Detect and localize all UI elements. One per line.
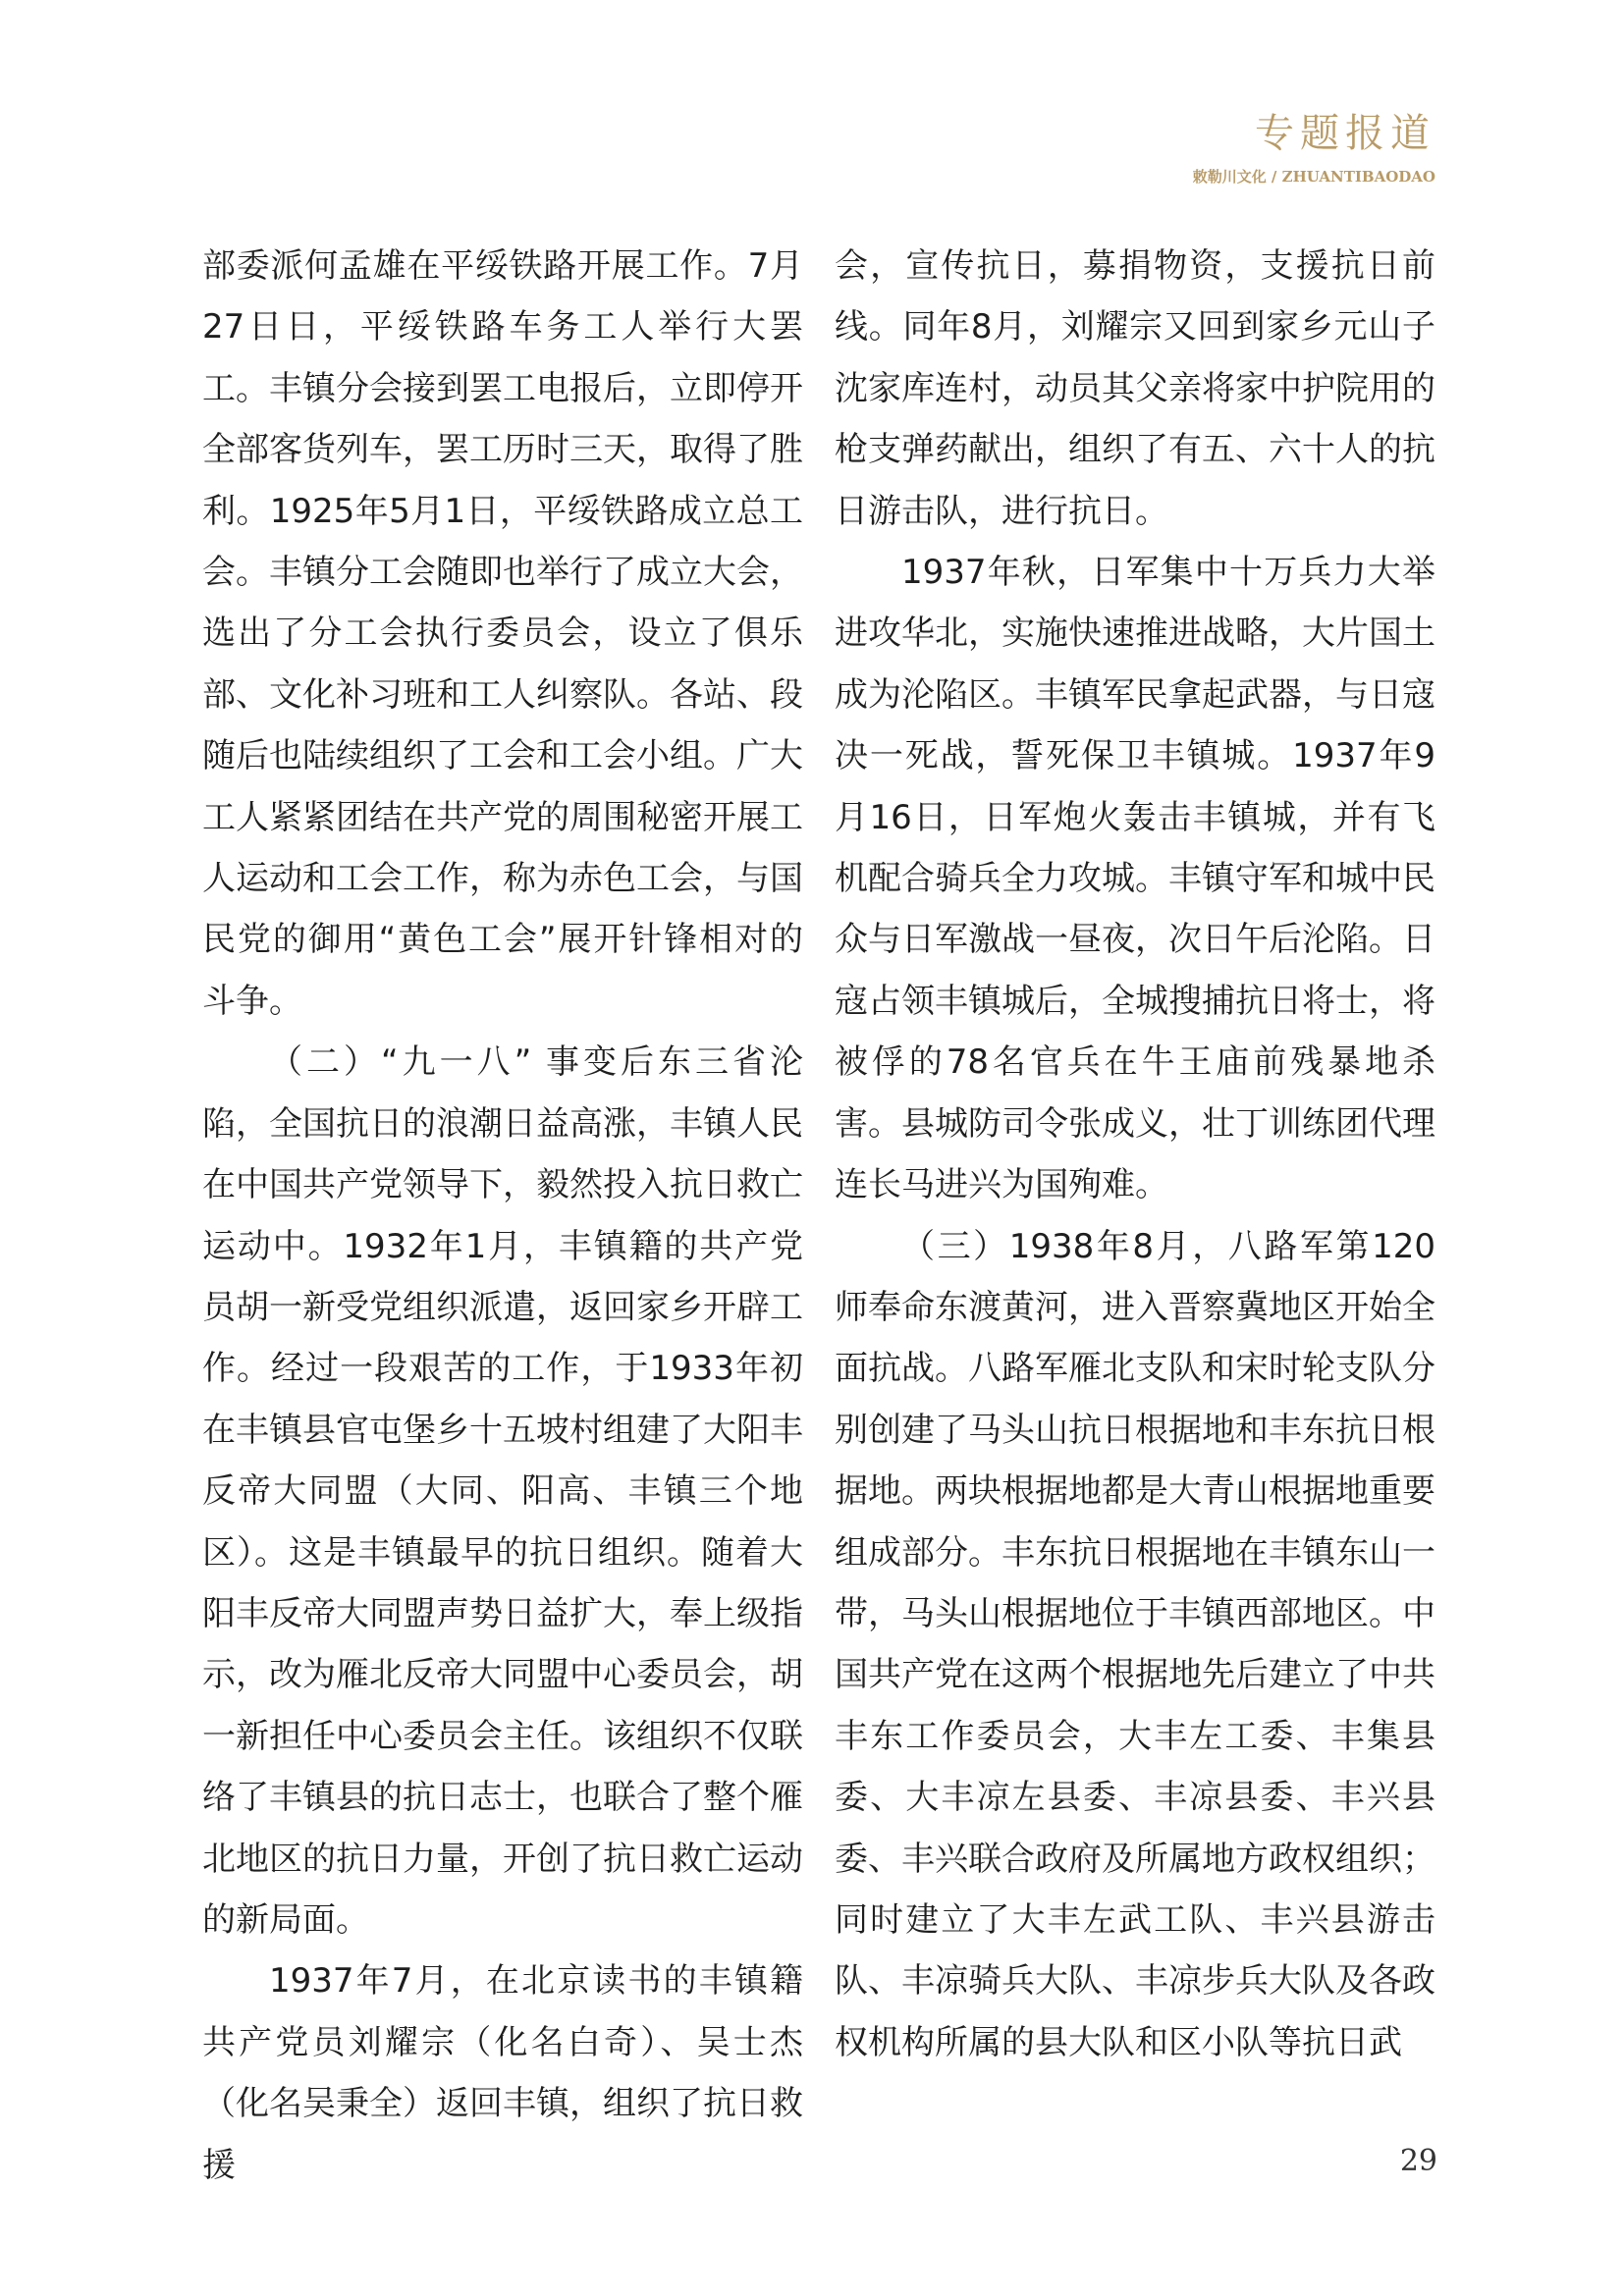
- right-column: [835, 236, 1435, 2073]
- paragraph: 1937年秋，日军集中十万兵力大举进攻华北，实施快速推进战略，大片国土成为沦陷区。丰镇军民拿起武器，与日寇决一死战，誓死保卫丰镇城。1937年9月16日，日军炮火轰击丰镇城，并有飞机配合骑兵全力攻城。丰镇守军和城中民众与日军激战一昼夜，次日午后沦陷。日寇占领丰镇城后，全城搜捕抗日将士，将被俘的78名官兵在牛王庙前残暴地杀害。县城防司令张成义，壮丁训练团代理连长马进兴为国殉难。: [835, 553, 1435, 1205]
- paragraph: 1937年7月，在北京读书的丰镇籍共产党员刘耀宗（化名白奇）、吴士杰（化名吴秉全）返回丰镇，组织了抗日救援: [202, 1961, 803, 2185]
- section-title: 专题报道: [1255, 111, 1435, 156]
- paragraph: （三）1938年8月，八路军第120师奉命东渡黄河，进入晋察冀地区开始全面抗战。八路军雁北支队和宋时轮支队分别创建了马头山抗日根据地和丰东抗日根据地。两块根据地都是大青山根据地重要组成部分。丰东抗日根据地在丰镇东山一带，马头山根据地位于丰镇西部地区。中国共产党在这两个根据地先后建立了中共丰东工作委员会，大丰左工委、丰集县委、大丰凉左县委、丰凉县委、丰兴县委、丰兴联合政府及所属地方政权组织；同时建立了大丰左武工队、丰兴县游击队、丰凉骑兵大队、丰凉步兵大队及各政权机构所属的县大队和区小队等抗日武: [835, 1226, 1435, 2062]
- paragraph: （二）“九一八” 事变后东三省沦陷，全国抗日的浪潮日益高涨，丰镇人民在中国共产党领导下，毅然投入抗日救亡运动中。1932年1月，丰镇籍的共产党员胡一新受党组织派遣，返回家乡开辟工作。经过一段艰苦的工作，于1933年初在丰镇县官屯堡乡十五坡村组建了大阳丰反帝大同盟（大同、阳高、丰镇三个地区）。这是丰镇最早的抗日组织。随着大阳丰反帝大同盟声势日益扩大，奉上级指示，改为雁北反帝大同盟中心委员会，胡一新担任中心委员会主任。该组织不仅联络了丰镇县的抗日志士，也联合了整个雁北地区的抗日力量，开创了抗日救亡运动的新局面。: [202, 1042, 803, 1940]
- paragraph: 会，宣传抗日，募捐物资，支援抗日前线。同年8月，刘耀宗又回到家乡元山子沈家库连村，动员其父亲将家中护院用的枪支弹药献出，组织了有五、六十人的抗日游击队，进行抗日。: [835, 246, 1435, 531]
- page-header: [1193, 110, 1435, 187]
- left-column: [202, 236, 803, 2196]
- page-number: 29: [1399, 2144, 1437, 2178]
- paragraph: 部委派何孟雄在平绥铁路开展工作。7月27日日，平绥铁路车务工人举行大罢工。丰镇分会接到罢工电报后，立即停开全部客货列车，罢工历时三天，取得了胜利。1925年5月1日，平绥铁路成立总工会。丰镇分工会随即也举行了成立大会，选出了分工会执行委员会，设立了俱乐部、文化补习班和工人纠察队。各站、段随后也陆续组织了工会和工会小组。广大工人紧紧团结在共产党的周围秘密开展工人运动和工会工作，称为赤色工会，与国民党的御用“黄色工会”展开针锋相对的斗争。: [202, 246, 803, 1021]
- section-subtitle: 敕勒川文化 / ZHUANTIBAODAO: [1192, 168, 1435, 186]
